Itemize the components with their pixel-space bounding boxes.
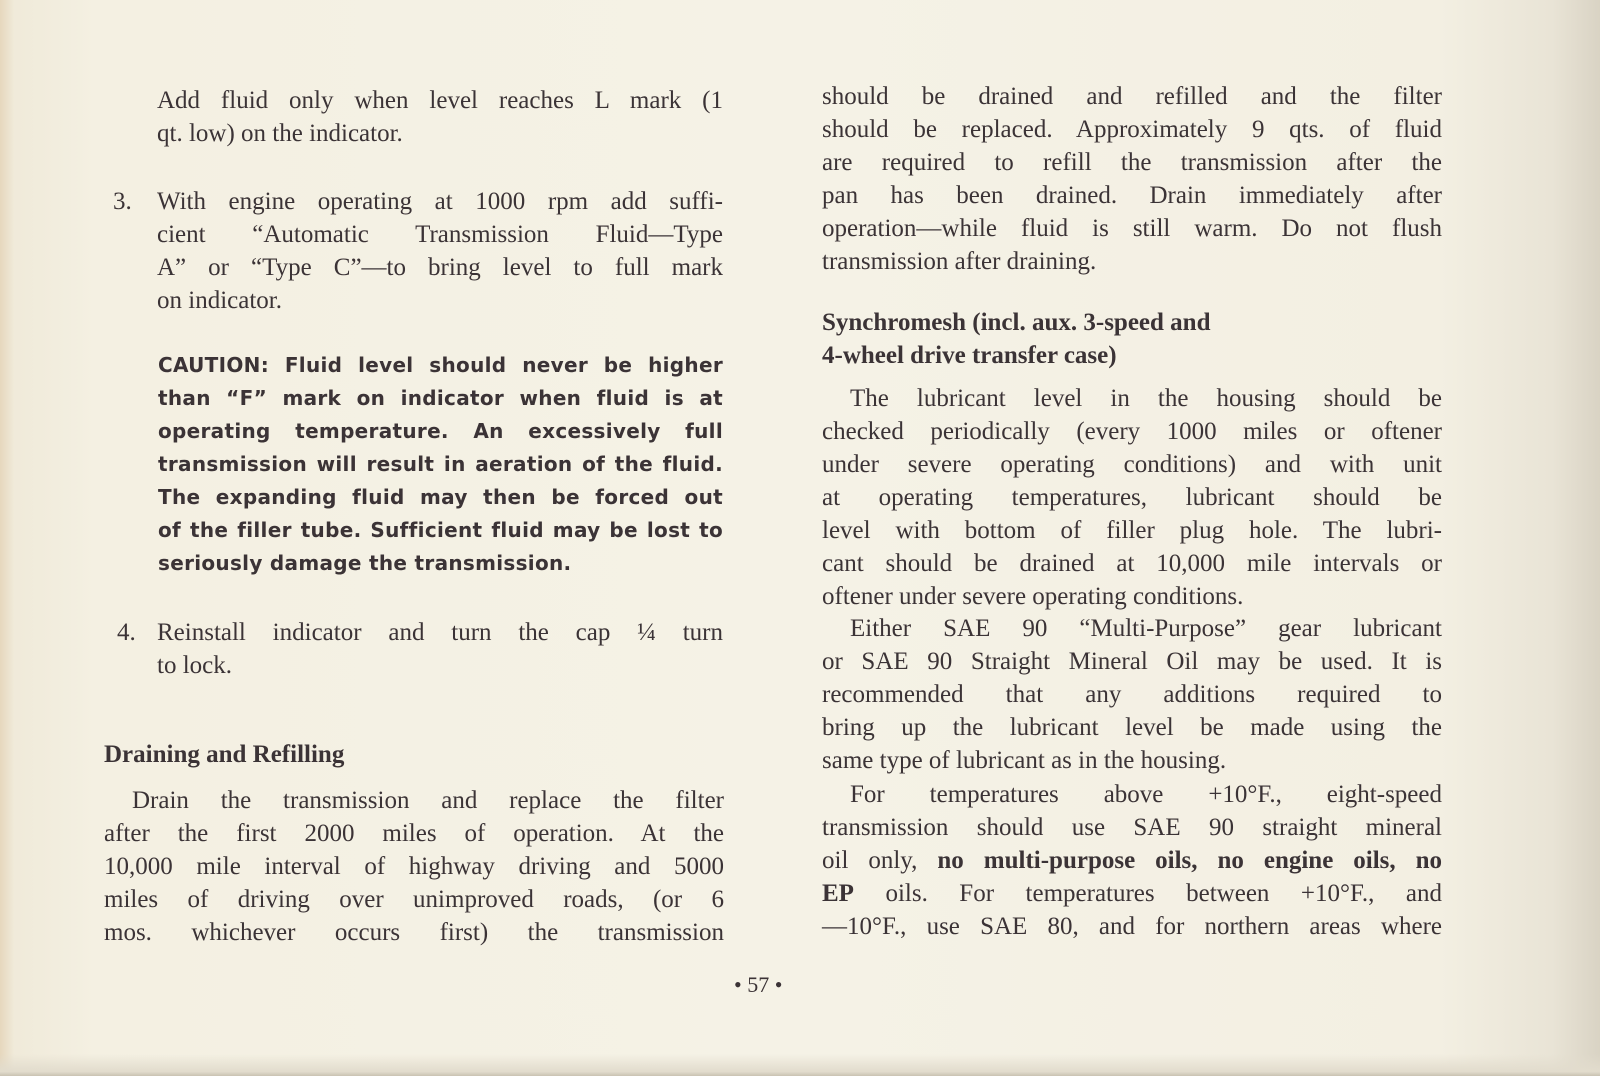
list-number: 4. bbox=[117, 619, 136, 646]
text-line: Reinstall indicator and turn the cap ¼ turn bbox=[157, 619, 723, 646]
text-line: The expanding fluid may then be forced out bbox=[158, 485, 723, 509]
step-4 bbox=[117, 616, 723, 682]
text-line: operating temperature. An excessively full bbox=[158, 419, 723, 443]
page-number: • 57 • bbox=[734, 972, 783, 997]
text-line: The lubricant level in the housing should be bbox=[850, 385, 1442, 412]
para-lubricant-level bbox=[822, 382, 1442, 613]
text-line: bring up the lubricant level be made using the bbox=[822, 714, 1442, 741]
text-line: qt. low) on the indicator. bbox=[157, 120, 403, 147]
page-edge-shadow bbox=[0, 0, 14, 1076]
para-temperatures bbox=[822, 778, 1442, 943]
heading-synchromesh bbox=[822, 306, 1442, 372]
text-line: Either SAE 90 “Multi-Purpose” gear lubricant bbox=[850, 615, 1442, 642]
text-line: at operating temperatures, lubricant should be bbox=[822, 484, 1442, 511]
text-line: same type of lubricant as in the housing. bbox=[822, 747, 1227, 774]
text-line: 10,000 mile interval of highway driving and 5000 bbox=[104, 853, 724, 880]
text-line: should be replaced. Approximately 9 qts. of fluid bbox=[822, 116, 1442, 143]
text-line: operation—while fluid is still warm. Do not flush bbox=[822, 215, 1442, 242]
text-line: For temperatures above +10°F., eight-speed bbox=[850, 781, 1442, 808]
text-line: should be drained and refilled and the filter bbox=[822, 83, 1442, 110]
text-line: transmission should use SAE 90 straight mineral bbox=[822, 814, 1442, 841]
text-line bbox=[822, 877, 1442, 910]
text-line: seriously damage the transmission. bbox=[158, 551, 572, 575]
text-line: transmission will result in aeration of the fluid. bbox=[158, 452, 723, 476]
text-line bbox=[822, 844, 1442, 877]
text-line: mos. whichever occurs first) the transmission bbox=[104, 919, 724, 946]
text-line: checked periodically (every 1000 miles or oftener bbox=[822, 418, 1442, 445]
bold-text: EP bbox=[822, 880, 854, 907]
para-drain bbox=[104, 784, 724, 949]
text-line: CAUTION: Fluid level should never be higher bbox=[158, 353, 723, 377]
text-line: With engine operating at 1000 rpm add suffi- bbox=[157, 188, 723, 215]
bold-text: no multi-purpose oils, no engine oils, no bbox=[937, 847, 1442, 874]
list-number: 3. bbox=[113, 188, 132, 215]
text-line: Drain the transmission and replace the filter bbox=[132, 787, 724, 814]
text-line: than “F” mark on indicator when fluid is at bbox=[158, 386, 723, 410]
text-line: transmission after draining. bbox=[822, 248, 1097, 275]
text-line: cant should be drained at 10,000 mile intervals or bbox=[822, 550, 1442, 577]
caution bbox=[158, 349, 723, 580]
text-line: cient “Automatic Transmission Fluid—Type bbox=[157, 221, 723, 248]
text-line: after the first 2000 miles of operation. At the bbox=[104, 820, 724, 847]
text-line: under severe operating conditions) and with unit bbox=[822, 451, 1442, 478]
text-line: oftener under severe operating conditions. bbox=[822, 583, 1244, 610]
text-line: —10°F., use SAE 80, and for northern areas where bbox=[822, 913, 1442, 940]
text-line: Synchromesh (incl. aux. 3-speed and bbox=[822, 309, 1211, 336]
heading-draining bbox=[104, 738, 504, 771]
step-3 bbox=[113, 185, 723, 317]
text-segment: oils. For temperatures between +10°F., and bbox=[853, 880, 1442, 907]
para-add-fluid bbox=[157, 84, 723, 150]
text-line: A” or “Type C”—to bring level to full mark bbox=[157, 254, 723, 281]
text-line: on indicator. bbox=[157, 287, 282, 314]
text-line: are required to refill the transmission after the bbox=[822, 149, 1442, 176]
text-line: level with bottom of filler plug hole. The lubri- bbox=[822, 517, 1442, 544]
para-sae90 bbox=[822, 612, 1442, 777]
text-line: pan has been drained. Drain immediately after bbox=[822, 182, 1442, 209]
text-segment: oil only, bbox=[822, 847, 938, 874]
page-bottom-shadow bbox=[0, 1054, 1600, 1076]
text-line: or SAE 90 Straight Mineral Oil may be used. It is bbox=[822, 648, 1442, 675]
text-line: miles of driving over unimproved roads, (or 6 bbox=[104, 886, 724, 913]
text-line: to lock. bbox=[157, 652, 232, 679]
text-line: Add fluid only when level reaches L mark (1 bbox=[157, 87, 723, 114]
text-line: Draining and Refilling bbox=[104, 741, 345, 768]
text-line: 4-wheel drive transfer case) bbox=[822, 342, 1117, 369]
text-line: of the filler tube. Sufficient fluid may be lost to bbox=[158, 518, 723, 542]
para-drain-cont bbox=[822, 80, 1442, 278]
text-line: recommended that any additions required to bbox=[822, 681, 1442, 708]
